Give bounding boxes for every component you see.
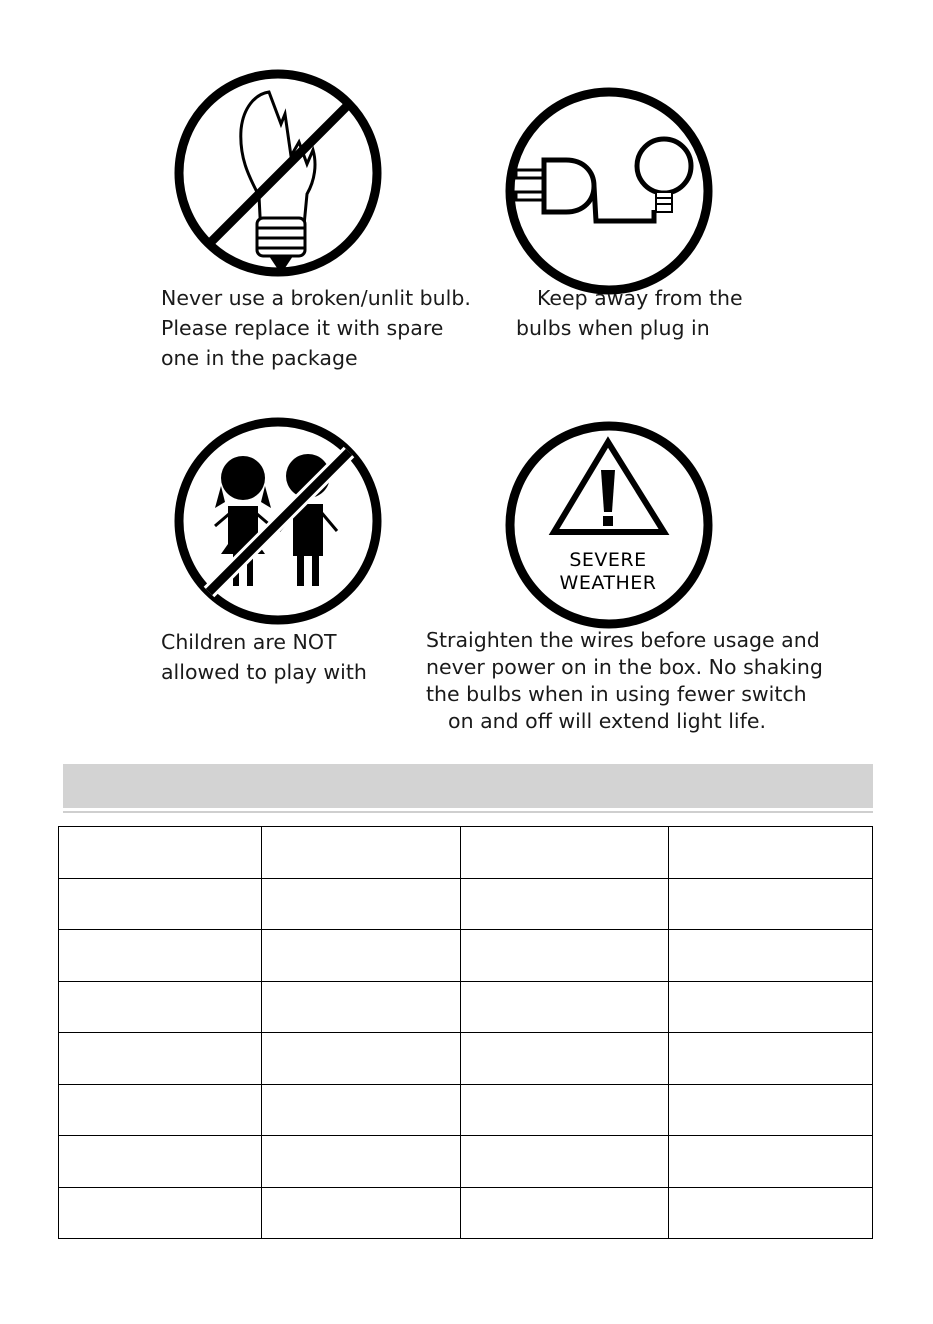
table-cell [461,1084,669,1136]
table-cell [669,981,873,1033]
weather-caption [426,627,823,735]
table-row [59,1136,873,1188]
caption-line: Please replace it with spare [161,316,444,340]
plug-and-bulb-icon [504,86,714,296]
table-cell [669,827,873,879]
caption-line: Keep away from the [537,286,743,310]
caption-line: one in the package [161,346,358,370]
table-cell [262,827,461,879]
caption-line: on and off will extend light life. [448,709,766,733]
table-cell [262,981,461,1033]
table-cell [262,878,461,930]
table-row [59,878,873,930]
broken-bulb-caption [161,283,471,373]
table-cell [262,1136,461,1188]
caption-line: Children are NOT [161,630,337,654]
table-row [59,930,873,982]
caption-line: never power on in the box. No shaking [426,655,823,679]
specification-table [58,826,873,1239]
table-row [59,827,873,879]
caption-line: allowed to play with [161,660,367,684]
caption-line: Straighten the wires before usage and [426,628,820,652]
table-cell [59,981,262,1033]
table-cell [59,1187,262,1239]
table-cell [262,930,461,982]
section-divider [63,811,873,813]
severe-weather-warning-icon [504,420,714,630]
table-cell [461,1033,669,1085]
table-cell [59,878,262,930]
children-caption [161,627,367,687]
table-cell [59,930,262,982]
table-cell [461,878,669,930]
caption-line: Never use a broken/unlit bulb. [161,286,471,310]
caption-line: bulbs when plug in [516,316,710,340]
section-header-bar [63,764,873,808]
table-cell [59,1136,262,1188]
table-cell [669,1033,873,1085]
table-cell [669,1084,873,1136]
table-cell [461,1187,669,1239]
table-cell [59,1033,262,1085]
table-row [59,981,873,1033]
table-cell [59,827,262,879]
table-cell [262,1084,461,1136]
table-row [59,1033,873,1085]
table-row [59,1084,873,1136]
table-body [59,827,873,1239]
table-cell [59,1084,262,1136]
weather-icon-text-weather: WEATHER [559,572,657,594]
table-cell [461,1136,669,1188]
weather-icon-text-severe: SEVERE [569,549,647,571]
table-cell [461,930,669,982]
table-cell [669,1187,873,1239]
plug-in-caption [516,283,743,343]
table-cell [461,981,669,1033]
caption-line: the bulbs when in using fewer switch [426,682,807,706]
children-prohibited-icon [173,416,383,626]
broken-bulb-prohibited-icon [173,68,383,278]
table-cell [669,930,873,982]
table-cell [669,1136,873,1188]
table-cell [669,878,873,930]
table-cell [461,827,669,879]
table-cell [262,1187,461,1239]
table-cell [262,1033,461,1085]
table-row [59,1187,873,1239]
